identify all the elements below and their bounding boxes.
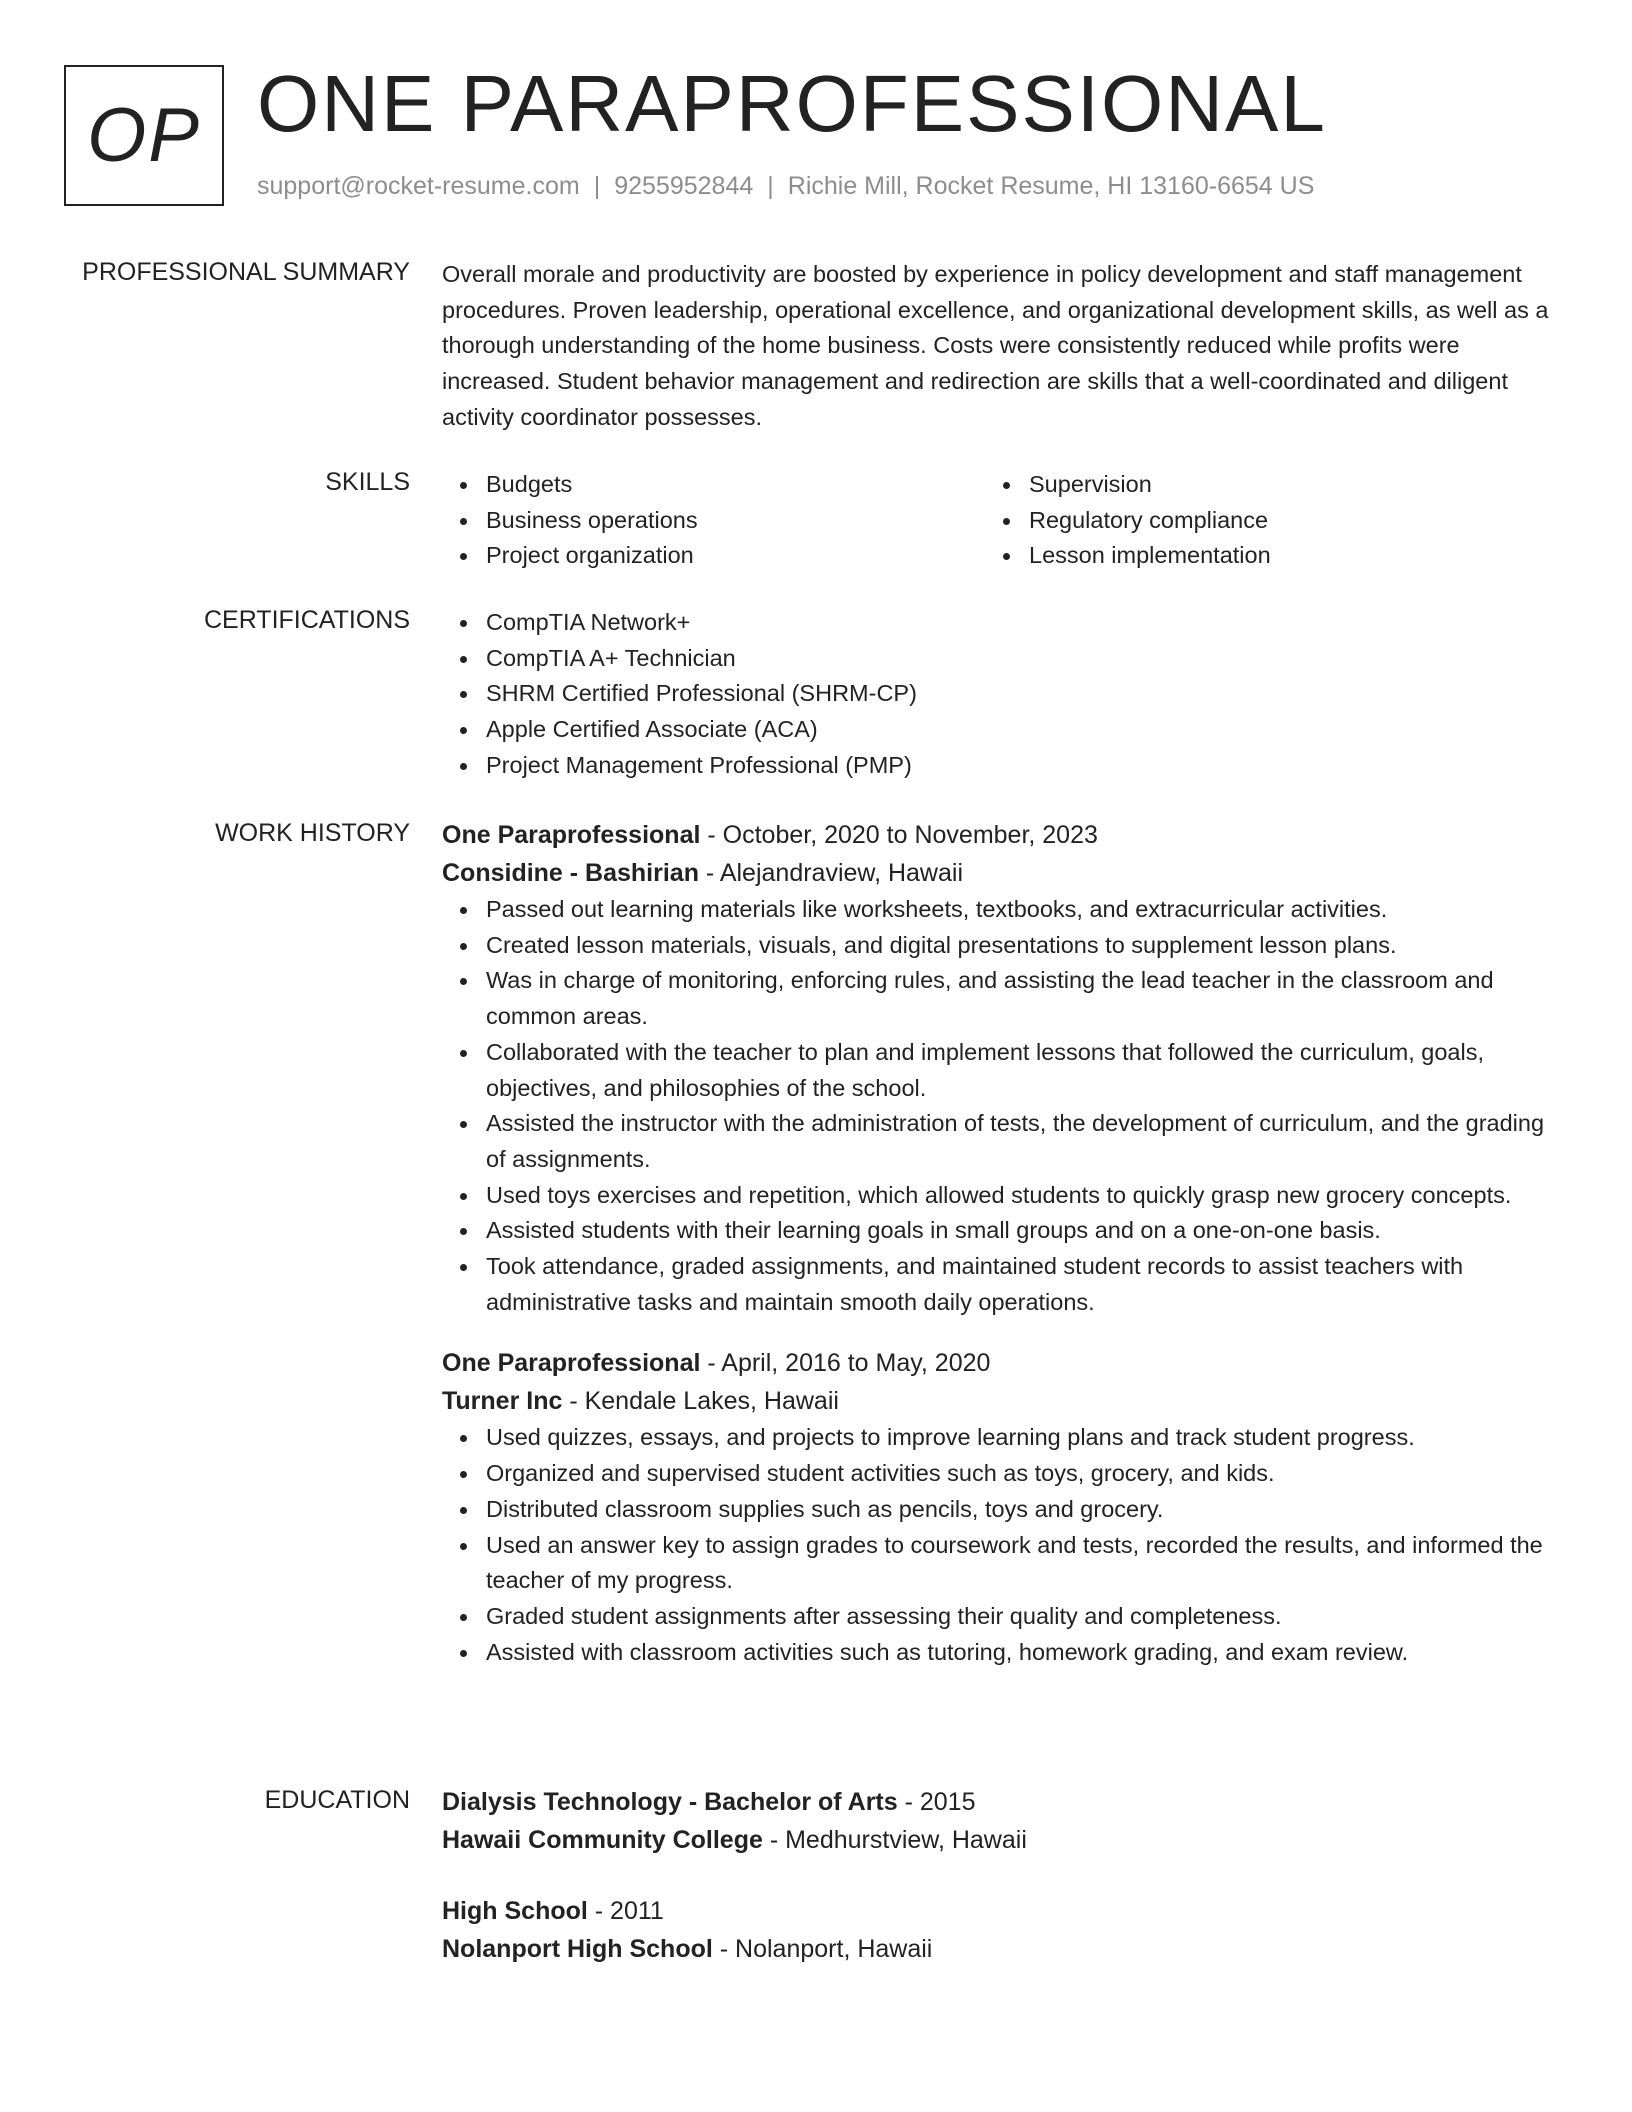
job-company: Considine - Bashirian: [442, 859, 699, 887]
education-location: - Nolanport, Hawaii: [712, 1935, 933, 1963]
education-school-line: [442, 1930, 1560, 1968]
job-duty: Collaborated with the teacher to plan and implement lessons that followed the curriculum, goals, objectives, and philosophies of the school.: [442, 1035, 1560, 1106]
skill-item: Business operations: [442, 503, 985, 539]
job-company: Turner Inc: [442, 1387, 563, 1416]
skill-item: Project organization: [442, 538, 985, 574]
job-entry: [442, 816, 1560, 1320]
job-location: - Kendale Lakes, Hawaii: [562, 1387, 839, 1416]
candidate-name: ONE PARAPROFESSIONAL: [257, 59, 1327, 148]
skill-item: Supervision: [985, 467, 1528, 503]
monogram-logo: OP: [64, 65, 224, 206]
section-title-work-history: WORK HISTORY: [215, 819, 410, 847]
job-duty: Used quizzes, essays, and projects to improve learning plans and track student progress.: [442, 1420, 1560, 1456]
work-history-body: [442, 816, 1560, 1670]
section-title-summary: PROFESSIONAL SUMMARY: [82, 258, 410, 286]
job-duty: Was in charge of monitoring, enforcing rules, and assisting the lead teacher in the classroom and common areas.: [442, 963, 1560, 1034]
job-duties-list: [442, 1420, 1560, 1670]
certification-item: SHRM Certified Professional (SHRM-CP): [442, 676, 1560, 712]
job-title-line: [442, 816, 1560, 854]
job-duty: Organized and supervised student activities such as toys, grocery, and kids.: [442, 1456, 1560, 1492]
job-duty: Assisted students with their learning goals in small groups and on a one-on-one basis.: [442, 1213, 1560, 1249]
education-school: Nolanport High School: [442, 1935, 713, 1963]
job-duty: Distributed classroom supplies such as pencils, toys and grocery.: [442, 1492, 1560, 1528]
education-entry: [442, 1892, 1560, 1968]
contact-separator: |: [767, 172, 774, 200]
job-duty: Assisted with classroom activities such as tutoring, homework grading, and exam review.: [442, 1635, 1560, 1671]
job-role: One Paraprofessional: [442, 1349, 701, 1378]
section-title-education: EDUCATION: [264, 1786, 410, 1814]
job-duty: Took attendance, graded assignments, and maintained student records to assist teachers with administrative tasks and maintain smooth daily operations.: [442, 1249, 1560, 1320]
education-degree-line: [442, 1892, 1560, 1930]
job-company-line: [442, 854, 1560, 892]
skill-item: Lesson implementation: [985, 538, 1528, 574]
education-entry: [442, 1783, 1560, 1859]
contact-line: [257, 172, 1314, 201]
education-year: - 2011: [587, 1897, 664, 1925]
job-duty: Assisted the instructor with the administration of tests, the development of curriculum, and the grading of assignments.: [442, 1106, 1560, 1177]
job-duty: Graded student assignments after assessing their quality and completeness.: [442, 1599, 1560, 1635]
skills-body: [442, 467, 1560, 574]
skill-item: Regulatory compliance: [985, 503, 1528, 539]
contact-email: support@rocket-resume.com: [257, 172, 580, 200]
job-duty: Created lesson materials, visuals, and digital presentations to supplement lesson plans.: [442, 928, 1560, 964]
job-dates: - April, 2016 to May, 2020: [700, 1349, 991, 1378]
job-duty: Passed out learning materials like worksheets, textbooks, and extracurricular activities.: [442, 892, 1560, 928]
education-school-line: [442, 1821, 1560, 1859]
job-company-line: [442, 1382, 1560, 1420]
job-entry: [442, 1344, 1560, 1670]
job-location: - Alejandraview, Hawaii: [698, 859, 963, 887]
certification-item: Project Management Professional (PMP): [442, 748, 1560, 784]
education-school: Hawaii Community College: [442, 1826, 763, 1854]
section-title-certifications: CERTIFICATIONS: [203, 606, 410, 634]
education-location: - Medhurstview, Hawaii: [762, 1826, 1027, 1854]
certifications-list: [442, 605, 1560, 784]
certification-item: CompTIA A+ Technician: [442, 641, 1560, 677]
skill-item: Budgets: [442, 467, 985, 503]
summary-body: [442, 257, 1560, 436]
summary-text: Overall morale and productivity are boosted by experience in policy development and staff management procedures. Proven leadership, operational excellence, and organizational development skills, as well as a thorough understanding of the home business. Costs were consistently reduced while profits were increased. Student behavior management and redirection are skills that a well-coordinated and diligent activity coordinator possesses.: [442, 261, 1549, 430]
education-body: [442, 1783, 1560, 1968]
certification-item: CompTIA Network+: [442, 605, 1560, 641]
skills-list-left: [442, 467, 985, 574]
certification-item: Apple Certified Associate (ACA): [442, 712, 1560, 748]
job-dates: - October, 2020 to November, 2023: [700, 821, 1098, 849]
contact-address: Richie Mill, Rocket Resume, HI 13160-6654 US: [787, 172, 1315, 200]
job-duties-list: [442, 892, 1560, 1320]
job-title-line: [442, 1344, 1560, 1382]
contact-phone: 9255952844: [614, 172, 754, 200]
skills-list-right: [985, 467, 1528, 574]
job-duty: Used toys exercises and repetition, which allowed students to quickly grasp new grocery concepts.: [442, 1178, 1560, 1214]
education-degree: Dialysis Technology - Bachelor of Arts: [442, 1788, 898, 1816]
job-duty: Used an answer key to assign grades to coursework and tests, recorded the results, and informed the teacher of my progress.: [442, 1528, 1560, 1599]
certifications-body: [442, 605, 1560, 784]
section-title-skills: SKILLS: [325, 468, 410, 496]
education-degree: High School: [442, 1897, 588, 1925]
education-year: - 2015: [897, 1788, 976, 1816]
job-role: One Paraprofessional: [442, 821, 701, 849]
education-degree-line: [442, 1783, 1560, 1821]
contact-separator: |: [593, 172, 601, 200]
